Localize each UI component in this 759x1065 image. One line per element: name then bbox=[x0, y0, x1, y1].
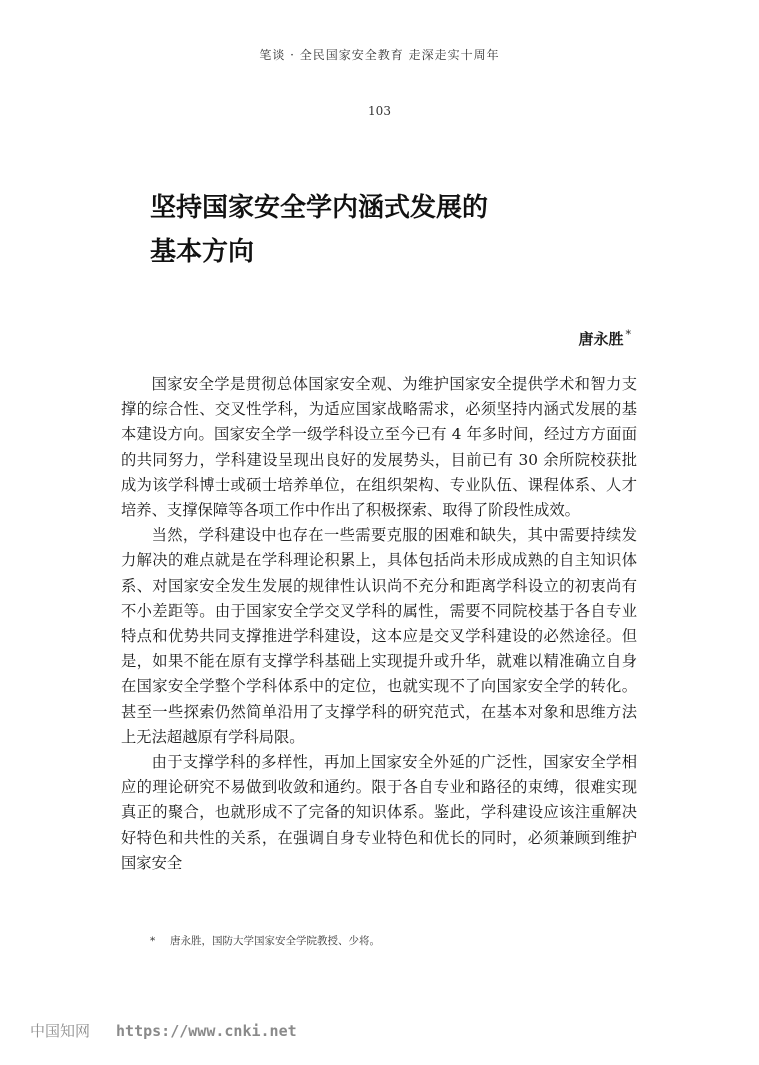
article-title bbox=[150, 186, 488, 274]
author-name: 唐永胜 bbox=[578, 330, 624, 348]
title-line-1: 坚持国家安全学内涵式发展的 bbox=[150, 193, 489, 223]
footnote bbox=[150, 933, 380, 948]
article-body bbox=[121, 372, 637, 876]
footnote-text: 唐永胜，国防大学国家安全学院教授、少将。 bbox=[170, 935, 380, 947]
title-line-2: 基本方向 bbox=[150, 237, 255, 267]
footer-brand: 中国知网 bbox=[30, 1022, 91, 1040]
page-number: 103 bbox=[368, 104, 391, 118]
running-header: 笔谈 · 全民国家安全教育 走深走实十周年 bbox=[259, 48, 500, 62]
paragraph: 由于支撑学科的多样性，再加上国家安全外延的广泛性，国家安全学相应的理论研究不易做到收敛和通约。限于各自专业和路径的束缚，很难实现真正的聚合，也就形成不了完备的知识体系。鉴此，学科建设应该注重解决好特色和共性的关系，在强调自身专业特色和优长的同时，必须兼顾到维护国家安全 bbox=[121, 753, 637, 872]
watermark-footer bbox=[30, 1020, 297, 1041]
paragraph: 国家安全学是贯彻总体国家安全观、为维护国家安全提供学术和智力支撑的综合性、交叉性学科，为适应国家战略需求，必须坚持内涵式发展的基本建设方向。国家安全学一级学科设立至今已有 4 年多时间，经过方方面面的共同努力，学科建设呈现出良好的发展势头，目前已有 30 余所院校获批成为该学科博士或硕士培养单位，在组织架构、专业队伍、课程体系、人才培养、支撑保障等各项工作中作出了积极探索、取得了阶段性成效。 bbox=[121, 375, 637, 520]
footer-url[interactable]: https://www.cnki.net bbox=[116, 1022, 297, 1040]
footnote-mark: * bbox=[150, 935, 156, 947]
paragraph: 当然，学科建设中也存在一些需要克服的困难和缺失，其中需要持续发力解决的难点就是在学科理论积累上，具体包括尚未形成成熟的自主知识体系、对国家安全发生发展的规律性认识尚不充分和距离学科设立的初衷尚有不小差距等。由于国家安全学交叉学科的属性，需要不同院校基于各自专业特点和优势共同支撑推进学科建设，这本应是交叉学科建设的必然途径。但是，如果不能在原有支撑学科基础上实现提升或升华，就难以精准确立自身在国家安全学整个学科体系中的定位，也就实现不了向国家安全学的转化。甚至一些探索仍然简单沿用了支撑学科的研究范式，在基本对象和思维方法上无法超越原有学科局限。 bbox=[121, 526, 637, 746]
author-footnote-mark: * bbox=[625, 328, 631, 341]
author-byline bbox=[578, 328, 631, 349]
